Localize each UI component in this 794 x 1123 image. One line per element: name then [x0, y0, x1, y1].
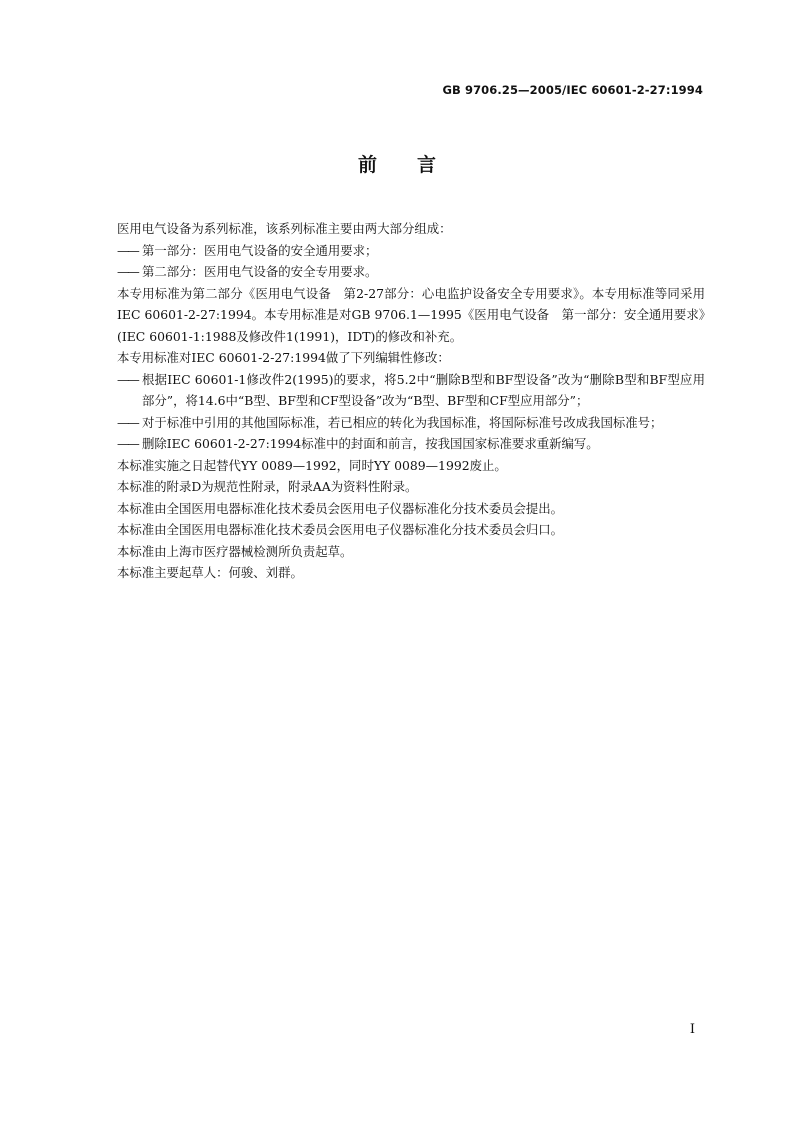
paragraph-drafted-by: 本标准由上海市医疗器械检测所负责起草。 [117, 543, 353, 559]
paragraph-replacement: 本标准实施之日起替代YY 0089—1992，同时YY 0089—1992废止。 [117, 457, 507, 473]
paragraph-series-intro: 医用电气设备为系列标准，该系列标准主要由两大部分组成： [117, 221, 452, 236]
list-item-text: 第二部分：医用电气设备的安全专用要求。 [142, 264, 378, 279]
list-item [117, 240, 705, 262]
standard-code: GB 9706.25—2005/IEC 60601-2-27:1994 [442, 83, 703, 97]
list-item-text: 对于标准中引用的其他国际标准，若已相应的转化为我国标准，将国际标准号改成我国标准号； [142, 414, 663, 430]
paragraph-managed-by: 本标准由全国医用电器标准化技术委员会医用电子仪器标准化分技术委员会归口。 [117, 522, 564, 537]
page-title: 前言 [357, 154, 476, 176]
dash-marker: —— [117, 371, 138, 387]
dash-marker: —— [117, 264, 138, 279]
page-number: I [689, 1022, 695, 1037]
foreword-body [117, 218, 705, 584]
list-item-text: 删除IEC 60601-2-27:1994标准中的封面和前言，按我国国家标准要求重新编写。 [142, 436, 599, 451]
paragraph-annexes: 本标准的附录D为规范性附录，附录AA为资料性附录。 [117, 479, 418, 494]
list-item-text: 第一部分：医用电气设备的安全通用要求； [142, 242, 378, 258]
dash-marker: —— [117, 436, 138, 451]
paragraph-drafters: 本标准主要起草人：何骏、刘群。 [117, 565, 303, 580]
dash-marker: —— [117, 242, 138, 258]
paragraph-scope: 本专用标准为第二部分《医用电气设备 第2-27部分：心电监护设备安全专用要求》。本专用标准等同采用IEC 60601-2-27:1994。本专用标准是对GB 9706.1—1995《医用电气设备 第一部分：安全通用要求》(IEC 60601-1:1988及修改件1(1991)，IDT)的修改和补充。 [117, 285, 705, 344]
list-item [117, 261, 705, 283]
paragraph-modifications-intro: 本专用标准对IEC 60601-2-27:1994做了下列编辑性修改： [117, 350, 450, 365]
list-item [117, 369, 705, 412]
paragraph-proposed-by: 本标准由全国医用电器标准化技术委员会医用电子仪器标准化分技术委员会提出。 [117, 500, 564, 516]
list-item [117, 433, 705, 455]
list-item-text: 根据IEC 60601-1修改件2(1995)的要求，将5.2中“删除B型和BF型设备”改为“删除B型和BF型应用部分”，将14.6中“B型、BF型和CF型设备”改为“B型、BF型和CF型应用部分”； [142, 371, 705, 408]
dash-marker: —— [117, 414, 138, 430]
list-item [117, 412, 705, 434]
